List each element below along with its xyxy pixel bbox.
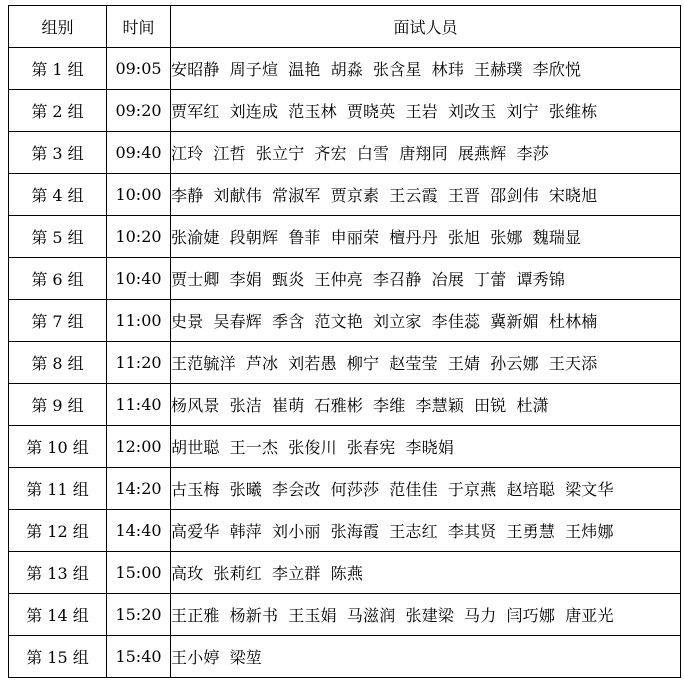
members-cell: [171, 300, 681, 342]
time-cell: 09:40: [107, 132, 171, 174]
table-row: [9, 48, 681, 90]
table-row: [9, 636, 681, 678]
member-name: 王仲亮: [314, 270, 364, 289]
member-name: 梁堃: [229, 648, 263, 667]
time-cell: 10:40: [107, 258, 171, 300]
member-name: 魏瑞显: [532, 228, 582, 247]
member-name: 王范毓洋: [171, 354, 236, 373]
member-name: 江哲: [213, 144, 246, 163]
member-name: 王婧: [447, 354, 481, 373]
table-row: [9, 258, 681, 300]
member-name: 温艳: [288, 60, 321, 79]
group-cell: 第 12 组: [9, 510, 107, 552]
member-name: 周子煊: [229, 60, 279, 79]
group-cell: 第 7 组: [9, 300, 107, 342]
table-row: [9, 342, 681, 384]
member-name: 王云霞: [389, 186, 438, 205]
time-cell: 15:00: [107, 552, 171, 594]
member-name: 王炜娜: [565, 522, 614, 541]
member-name: 王勇慧: [506, 522, 556, 541]
member-name: 王小婷: [171, 648, 220, 667]
member-name: 杨新书: [229, 606, 279, 625]
members-cell: [171, 552, 681, 594]
member-name: 宋晓旭: [548, 186, 598, 205]
group-cell: 第 5 组: [9, 216, 107, 258]
members-cell: [171, 48, 681, 90]
member-name: 王一杰: [229, 438, 279, 457]
member-name: 闫巧娜: [506, 606, 556, 625]
member-name: 胡世聪: [171, 438, 220, 457]
member-name: 梁文华: [565, 480, 614, 499]
member-name: 贾军红: [171, 102, 220, 121]
member-name: 安昭静: [171, 60, 220, 79]
member-name: 张维栋: [548, 102, 598, 121]
member-name: 鲁菲: [288, 228, 321, 247]
member-name: 范佳佳: [389, 480, 438, 499]
schedule-body: [9, 48, 681, 678]
member-name: 张旭: [447, 228, 481, 247]
member-name: 张含星: [373, 60, 422, 79]
member-name: 李佳蕊: [431, 312, 481, 331]
member-name: 王赫璞: [474, 60, 523, 79]
member-name: 张俊川: [288, 438, 337, 457]
member-name: 唐翔同: [399, 144, 448, 163]
time-cell: 12:00: [107, 426, 171, 468]
member-name: 王晋: [447, 186, 481, 205]
member-name: 赵莹莹: [389, 354, 438, 373]
member-name: 张建梁: [405, 606, 455, 625]
table-row: [9, 594, 681, 636]
member-name: 李娟: [229, 270, 263, 289]
table-row: [9, 510, 681, 552]
member-name: 季含: [272, 312, 305, 331]
member-name: 张娜: [490, 228, 523, 247]
member-name: 张春宪: [346, 438, 396, 457]
members-cell: [171, 636, 681, 678]
interview-schedule-table: [8, 5, 681, 678]
member-name: 张洁: [229, 396, 263, 415]
member-name: 于京燕: [447, 480, 497, 499]
member-name: 李静: [171, 186, 204, 205]
time-cell: 09:20: [107, 90, 171, 132]
table-row: [9, 384, 681, 426]
member-name: 贾晓英: [346, 102, 396, 121]
group-cell: 第 13 组: [9, 552, 107, 594]
group-cell: 第 8 组: [9, 342, 107, 384]
member-name: 杜潇: [516, 396, 549, 415]
member-name: 贾士卿: [171, 270, 220, 289]
member-name: 崔萌: [272, 396, 305, 415]
member-name: 赵培聪: [506, 480, 556, 499]
member-name: 展燕辉: [457, 144, 507, 163]
time-cell: 09:05: [107, 48, 171, 90]
member-name: 柳宁: [346, 354, 380, 373]
members-cell: [171, 468, 681, 510]
member-name: 段朝辉: [229, 228, 279, 247]
member-name: 王志红: [389, 522, 438, 541]
header-row: [9, 6, 681, 48]
members-cell: [171, 174, 681, 216]
member-name: 高爱华: [171, 522, 220, 541]
table-row: [9, 90, 681, 132]
member-name: 刘改玉: [447, 102, 497, 121]
member-name: 甄炎: [272, 270, 305, 289]
header-members: 面试人员: [171, 6, 681, 48]
member-name: 史景: [171, 312, 204, 331]
time-cell: 10:00: [107, 174, 171, 216]
member-name: 王正雅: [171, 606, 220, 625]
member-name: 刘连成: [229, 102, 279, 121]
member-name: 常淑军: [272, 186, 321, 205]
member-name: 王岩: [405, 102, 438, 121]
time-cell: 10:20: [107, 216, 171, 258]
member-name: 李慧颖: [415, 396, 465, 415]
member-name: 刘若愚: [288, 354, 337, 373]
member-name: 马力: [464, 606, 497, 625]
member-name: 谭秀锦: [516, 270, 566, 289]
header-group: 组别: [9, 6, 107, 48]
member-name: 张立宁: [255, 144, 305, 163]
member-name: 王玉娟: [288, 606, 337, 625]
member-name: 江玲: [171, 144, 204, 163]
member-name: 高玫: [171, 564, 204, 583]
group-cell: 第 3 组: [9, 132, 107, 174]
member-name: 石雅彬: [314, 396, 364, 415]
group-cell: 第 11 组: [9, 468, 107, 510]
member-name: 李维: [373, 396, 406, 415]
member-name: 田锐: [474, 396, 507, 415]
member-name: 李会改: [272, 480, 321, 499]
member-name: 陈燕: [330, 564, 364, 583]
group-cell: 第 10 组: [9, 426, 107, 468]
member-name: 古玉梅: [171, 480, 220, 499]
time-cell: 15:40: [107, 636, 171, 678]
group-cell: 第 9 组: [9, 384, 107, 426]
members-cell: [171, 90, 681, 132]
member-name: 李晓娟: [405, 438, 455, 457]
member-name: 李欣悦: [532, 60, 582, 79]
time-cell: 15:20: [107, 594, 171, 636]
member-name: 刘宁: [506, 102, 539, 121]
member-name: 白雪: [356, 144, 390, 163]
member-name: 杜林楠: [548, 312, 598, 331]
member-name: 何莎莎: [330, 480, 380, 499]
time-cell: 11:20: [107, 342, 171, 384]
member-name: 张莉红: [213, 564, 263, 583]
member-name: 冶展: [431, 270, 465, 289]
member-name: 韩萍: [229, 522, 263, 541]
member-name: 胡淼: [330, 60, 364, 79]
table-row: [9, 174, 681, 216]
member-name: 孙云娜: [490, 354, 539, 373]
member-name: 马滋润: [346, 606, 396, 625]
table-row: [9, 552, 681, 594]
members-cell: [171, 216, 681, 258]
member-name: 范文艳: [314, 312, 364, 331]
member-name: 齐宏: [314, 144, 347, 163]
member-name: 刘立家: [373, 312, 422, 331]
member-name: 邵剑伟: [490, 186, 539, 205]
member-name: 王天添: [548, 354, 598, 373]
member-name: 吴春辉: [213, 312, 263, 331]
member-name: 张海霞: [330, 522, 380, 541]
member-name: 林玮: [431, 60, 465, 79]
table-row: [9, 132, 681, 174]
header-time: 时间: [107, 6, 171, 48]
member-name: 芦冰: [245, 354, 279, 373]
member-name: 檀丹丹: [389, 228, 438, 247]
table-row: [9, 216, 681, 258]
group-cell: 第 15 组: [9, 636, 107, 678]
time-cell: 14:40: [107, 510, 171, 552]
member-name: 刘献伟: [213, 186, 263, 205]
member-name: 李莎: [516, 144, 549, 163]
member-name: 刘小丽: [272, 522, 321, 541]
group-cell: 第 6 组: [9, 258, 107, 300]
group-cell: 第 14 组: [9, 594, 107, 636]
member-name: 李立群: [272, 564, 321, 583]
members-cell: [171, 132, 681, 174]
table-row: [9, 426, 681, 468]
members-cell: [171, 384, 681, 426]
members-cell: [171, 258, 681, 300]
member-name: 杨风景: [171, 396, 220, 415]
time-cell: 11:00: [107, 300, 171, 342]
member-name: 李其贤: [447, 522, 497, 541]
table-row: [9, 300, 681, 342]
member-name: 冀新媚: [490, 312, 539, 331]
members-cell: [171, 426, 681, 468]
member-name: 张渝婕: [171, 228, 220, 247]
member-name: 申丽荣: [330, 228, 380, 247]
group-cell: 第 1 组: [9, 48, 107, 90]
table-row: [9, 468, 681, 510]
member-name: 张曦: [229, 480, 263, 499]
member-name: 范玉林: [288, 102, 337, 121]
member-name: 丁蕾: [474, 270, 507, 289]
group-cell: 第 4 组: [9, 174, 107, 216]
members-cell: [171, 594, 681, 636]
member-name: 李召静: [373, 270, 422, 289]
member-name: 唐亚光: [565, 606, 614, 625]
members-cell: [171, 342, 681, 384]
member-name: 贾京素: [330, 186, 380, 205]
members-cell: [171, 510, 681, 552]
group-cell: 第 2 组: [9, 90, 107, 132]
time-cell: 11:40: [107, 384, 171, 426]
time-cell: 14:20: [107, 468, 171, 510]
